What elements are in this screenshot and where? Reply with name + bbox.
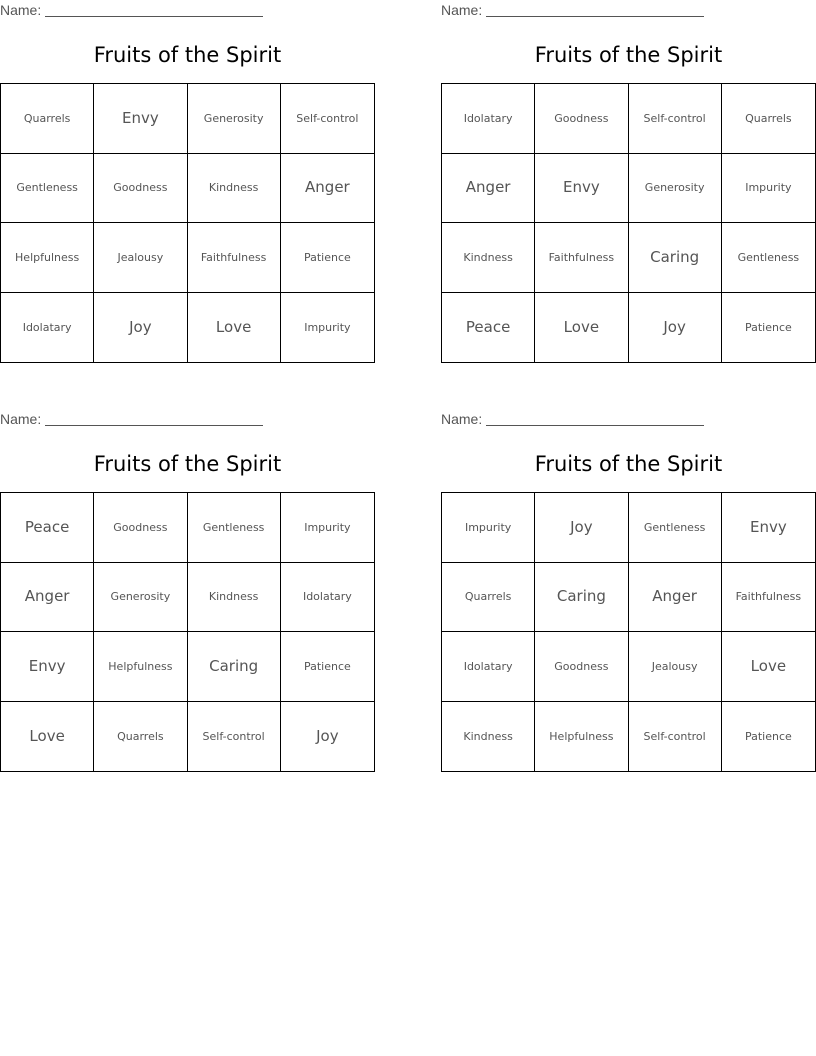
bingo-card: [0, 409, 375, 781]
bingo-cell[interactable]: Gentleness: [722, 223, 815, 293]
bingo-cell[interactable]: Envy: [535, 154, 628, 224]
bingo-cell[interactable]: Kindness: [442, 223, 535, 293]
bingo-cell[interactable]: Envy: [94, 84, 187, 154]
bingo-cell[interactable]: Impurity: [304, 320, 351, 334]
bingo-cell[interactable]: Joy: [316, 726, 339, 745]
bingo-grid: [0, 83, 375, 363]
bingo-cell[interactable]: Goodness: [94, 154, 187, 224]
bingo-cell[interactable]: Anger: [629, 563, 722, 633]
bingo-cell[interactable]: Impurity: [722, 154, 815, 224]
name-underline[interactable]: [486, 425, 704, 426]
name-underline[interactable]: [486, 16, 704, 17]
bingo-cell[interactable]: Generosity: [94, 563, 187, 633]
card-title: Fruits of the Spirit: [93, 452, 282, 476]
bingo-cell[interactable]: Self-control: [188, 702, 281, 772]
bingo-cell[interactable]: Quarrels: [442, 563, 535, 633]
bingo-cell[interactable]: Anger: [281, 154, 374, 224]
bingo-card: [441, 409, 816, 781]
bingo-card: [0, 0, 375, 372]
name-label: Name:: [0, 2, 42, 18]
bingo-cell[interactable]: Goodness: [535, 84, 628, 154]
bingo-cell[interactable]: Caring: [629, 223, 722, 293]
bingo-cell[interactable]: Love: [188, 293, 281, 363]
name-field-line: [441, 2, 704, 20]
bingo-cell[interactable]: Self-control: [629, 84, 722, 154]
bingo-cell[interactable]: Envy: [1, 632, 94, 702]
bingo-cell[interactable]: Impurity: [281, 493, 374, 563]
bingo-cell[interactable]: Helpfulness: [1, 223, 94, 293]
bingo-cell[interactable]: Self-control: [629, 702, 722, 772]
bingo-cell[interactable]: Quarrels: [94, 702, 187, 772]
bingo-cell[interactable]: Love: [722, 632, 815, 702]
bingo-cell[interactable]: Idolatary: [281, 563, 374, 633]
bingo-cell[interactable]: Gentleness: [629, 493, 722, 563]
name-label: Name:: [0, 411, 42, 427]
bingo-cell[interactable]: Envy: [722, 493, 815, 563]
bingo-cell[interactable]: Kindness: [188, 154, 281, 224]
bingo-cell[interactable]: Patience: [281, 632, 374, 702]
bingo-cell[interactable]: Faithfulness: [722, 563, 815, 633]
bingo-cell[interactable]: Faithfulness: [535, 223, 628, 293]
bingo-cell[interactable]: Jealousy: [629, 632, 722, 702]
card-title: Fruits of the Spirit: [534, 43, 723, 67]
bingo-cell[interactable]: Goodness: [535, 632, 628, 702]
bingo-cell[interactable]: Gentleness: [188, 493, 281, 563]
bingo-cell[interactable]: Anger: [442, 154, 535, 224]
bingo-cell[interactable]: Kindness: [188, 563, 281, 633]
bingo-card: [441, 0, 816, 372]
bingo-grid: [441, 492, 816, 772]
bingo-grid: [441, 83, 816, 363]
bingo-cell[interactable]: Love: [1, 702, 94, 772]
bingo-cell[interactable]: Caring: [535, 563, 628, 633]
bingo-cell[interactable]: Joy: [94, 293, 187, 363]
name-field-line: [0, 2, 263, 20]
bingo-cell[interactable]: Joy: [535, 493, 628, 563]
bingo-cell[interactable]: Patience: [744, 729, 792, 743]
bingo-cell[interactable]: Impurity: [442, 493, 535, 563]
name-underline[interactable]: [45, 16, 263, 17]
bingo-cell[interactable]: Goodness: [94, 493, 187, 563]
bingo-cell[interactable]: Quarrels: [722, 84, 815, 154]
bingo-cell[interactable]: Idolatary: [442, 632, 535, 702]
bingo-cell[interactable]: Self-control: [281, 84, 374, 154]
bingo-grid: [0, 492, 375, 772]
bingo-cell[interactable]: Idolatary: [1, 293, 94, 363]
bingo-cell[interactable]: Helpfulness: [94, 632, 187, 702]
bingo-cell[interactable]: Jealousy: [94, 223, 187, 293]
name-label: Name:: [441, 2, 483, 18]
bingo-cell[interactable]: Helpfulness: [535, 702, 628, 772]
card-title: Fruits of the Spirit: [534, 452, 723, 476]
name-label: Name:: [441, 411, 483, 427]
name-field-line: [0, 411, 263, 429]
bingo-cell[interactable]: Generosity: [188, 84, 281, 154]
name-field-line: [441, 411, 704, 429]
bingo-cell[interactable]: Caring: [188, 632, 281, 702]
name-underline[interactable]: [45, 425, 263, 426]
bingo-cell[interactable]: Love: [535, 293, 628, 363]
bingo-cell[interactable]: Patience: [744, 320, 792, 334]
card-title: Fruits of the Spirit: [93, 43, 282, 67]
bingo-cell[interactable]: Patience: [281, 223, 374, 293]
bingo-cell[interactable]: Peace: [1, 493, 94, 563]
bingo-cell[interactable]: Joy: [629, 293, 722, 363]
bingo-cell[interactable]: Faithfulness: [188, 223, 281, 293]
bingo-cell[interactable]: Kindness: [442, 702, 535, 772]
bingo-cell[interactable]: Peace: [442, 293, 535, 363]
bingo-cell[interactable]: Anger: [1, 563, 94, 633]
bingo-cell[interactable]: Gentleness: [1, 154, 94, 224]
bingo-cell[interactable]: Quarrels: [1, 84, 94, 154]
bingo-cell[interactable]: Generosity: [629, 154, 722, 224]
bingo-cell[interactable]: Idolatary: [442, 84, 535, 154]
